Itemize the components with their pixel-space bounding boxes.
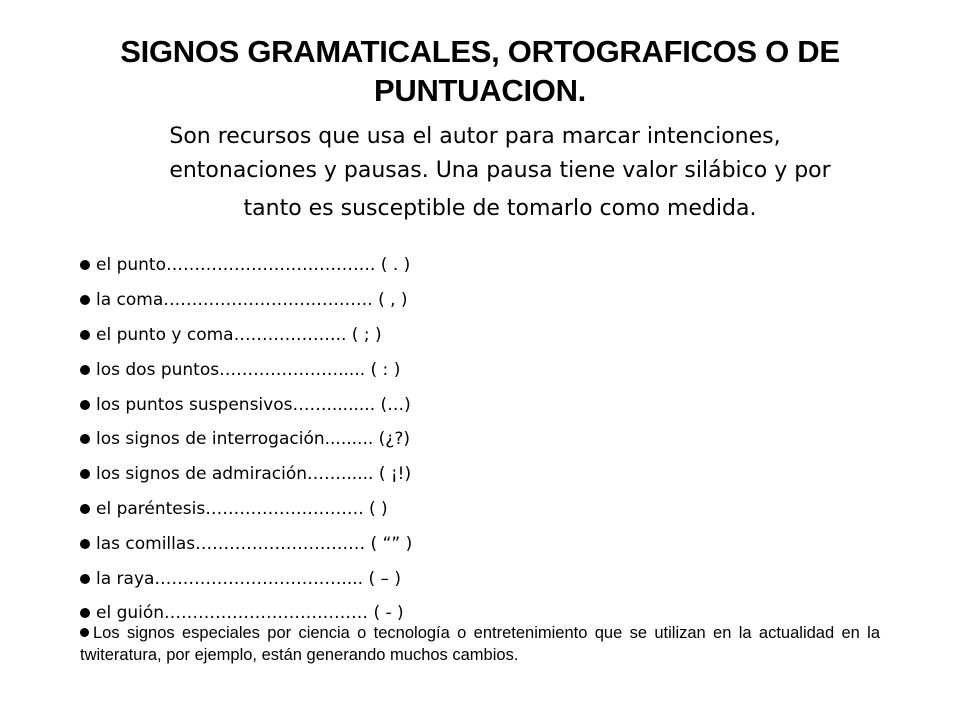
subtitle-line: tanto es susceptible de tomarlo como medida. <box>243 196 757 221</box>
bullet-icon <box>80 539 90 549</box>
subtitle-line: entonaciones y pausas. Una pausa tiene valor silábico y por <box>169 158 831 183</box>
bullet-icon <box>80 365 90 375</box>
punctuation-list <box>80 248 900 631</box>
list-item <box>80 318 900 353</box>
list-item-text: los dos puntos…………………..... ( : ) <box>96 359 401 380</box>
list-item <box>80 526 900 561</box>
list-item-text: la raya…………………………….... ( – ) <box>96 568 402 589</box>
bullet-icon <box>80 400 90 410</box>
bullet-icon <box>80 469 90 479</box>
list-item-text: el guión……………………………… ( - ) <box>96 603 404 624</box>
list-item-text: los puntos suspensivos……......... (…) <box>96 394 411 415</box>
slide-title: SIGNOS GRAMATICALES, ORTOGRAFICOS O DE PUNTUACION. <box>120 34 840 108</box>
bullet-icon <box>80 295 90 305</box>
list-item-text: los signos de interrogación......... (¿?) <box>96 429 410 450</box>
list-item-text: los signos de admiración……...... ( ¡!) <box>96 464 412 485</box>
list-item <box>80 492 900 527</box>
bullet-icon <box>80 260 90 270</box>
list-item-text: las comillas………………………… ( “” ) <box>96 533 413 554</box>
bullet-icon <box>80 574 90 584</box>
subtitle-line: Son recursos que usa el autor para marcar intenciones, <box>169 124 781 149</box>
special-signs-note <box>80 622 880 666</box>
list-item <box>80 387 900 422</box>
list-item <box>80 283 900 318</box>
bullet-icon <box>80 608 90 618</box>
list-item <box>80 248 900 283</box>
bullet-icon <box>80 504 90 514</box>
note-text: Los signos especiales por ciencia o tecnología o entretenimiento que se utilizan en la actualidad en la twiteratura, por ejemplo, están generando muchos cambios. <box>80 624 880 664</box>
list-item-text: el punto y coma……………….. ( ; ) <box>96 324 382 345</box>
list-item-text: la coma………………………………. ( , ) <box>96 290 408 311</box>
list-item <box>80 561 900 596</box>
bullet-icon <box>80 628 89 637</box>
list-item-text: el paréntesis………………………. ( ) <box>96 498 388 519</box>
list-item <box>80 457 900 492</box>
slide-subtitle <box>60 120 900 226</box>
list-item-text: el punto………………………………. ( . ) <box>96 255 411 276</box>
bullet-icon <box>80 330 90 340</box>
list-item <box>80 422 900 457</box>
bullet-icon <box>80 434 90 444</box>
list-item <box>80 352 900 387</box>
